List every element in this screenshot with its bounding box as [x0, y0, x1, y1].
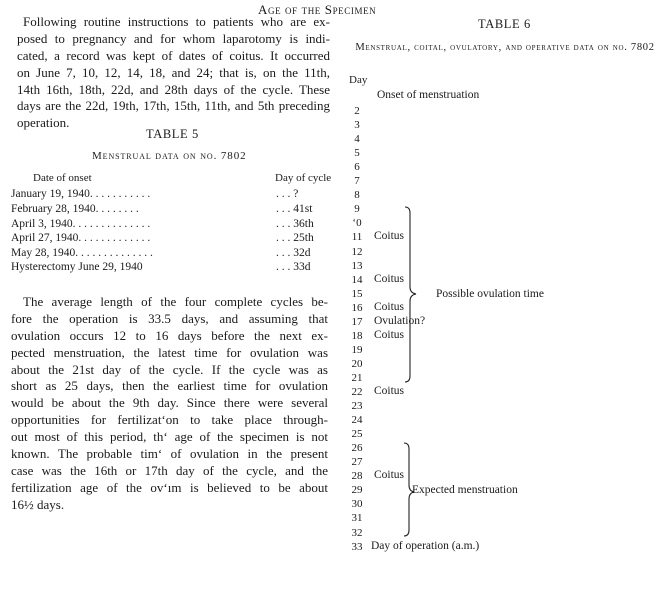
table6-event-label: Coitus — [374, 469, 405, 481]
bracket-label-menstruation: Expected menstruation — [412, 484, 518, 496]
table6-event-label: Coitus — [374, 230, 405, 242]
table-row — [11, 188, 331, 202]
table6-day-number: 28 — [351, 470, 363, 482]
table5-day: . . . 25th — [276, 232, 314, 244]
body-paragraph — [11, 294, 328, 514]
text-line: on June 7, 10, 12, 14, 18, and 24; that is, on the 11th, — [17, 64, 330, 80]
table5-date: February 28, 1940. . . . . . . . — [11, 203, 139, 215]
table6-day-number: 31 — [351, 512, 363, 524]
table6-day-number: 9 — [354, 203, 360, 215]
text-line: ovulation occurs 12 to 16 days before the next ex- — [11, 327, 328, 343]
text-line: pected menstruation, the latest time for ovulation was — [11, 344, 328, 360]
table6-day-number: 7 — [354, 175, 360, 187]
table6-day-number: ‘0 — [352, 217, 362, 229]
text-line: about the 21st day of the cycle. If the cycle was as — [11, 361, 328, 377]
text-line: operation. — [17, 115, 70, 131]
table5-day: . . . ? — [276, 188, 299, 200]
table5-col-date-header: Date of onset — [33, 172, 92, 184]
table6-day-number: 4 — [354, 133, 360, 145]
text-line: posed to pregnancy and for whom laparotomy is indi- — [17, 30, 330, 46]
table6-day-number: 11 — [351, 231, 363, 243]
table6-day-number: 30 — [351, 498, 363, 510]
table5-date: Hysterectomy June 29, 1940 — [11, 261, 143, 273]
table6-day-number: 12 — [351, 246, 363, 258]
table6-day-number: 15 — [351, 288, 363, 300]
text-line: out most of this period, th‘ age of the specimen is not — [11, 429, 328, 445]
table-row — [11, 203, 331, 217]
table6-day-number: 18 — [351, 330, 363, 342]
table6-caption: Menstrual, coital, ovulatory, and operative data on no. 7802 — [355, 42, 655, 53]
running-header: Age of the Specimen — [258, 2, 377, 17]
table6-day-number: 3 — [354, 119, 360, 131]
table6-day-number: 29 — [351, 484, 363, 496]
table6-title: TABLE 6 — [478, 17, 531, 31]
table5-col-day-header: Day of cycle — [275, 172, 331, 184]
text-line: short as 25 days, then the earliest time for ovulation — [11, 378, 328, 394]
table6-day-number: 24 — [351, 414, 363, 426]
table6-day-number: 23 — [351, 400, 363, 412]
text-line: cated, a record was kept of dates of coitus. It occurred — [17, 47, 330, 63]
table-row — [11, 247, 331, 261]
table6-day-number: 5 — [354, 147, 360, 159]
text-line: 14th 16th, 18th, 22d, and 28th days of the cycle. These — [17, 81, 330, 97]
intro-paragraph — [17, 14, 330, 132]
bracket-ovulation — [400, 205, 440, 385]
table6-day-number: 2 — [354, 105, 360, 117]
text-line: days are the 22d, 19th, 17th, 15th, 11th, and 5th preceding — [17, 98, 330, 114]
table6-event-label: Day of operation (a.m.) — [371, 540, 480, 552]
table5-day: . . . 41st — [276, 203, 313, 215]
table6-day-number: 33 — [351, 541, 363, 553]
table5-title: TABLE 5 — [146, 127, 199, 141]
text-line: would be about the 9th day. Since there were several — [11, 395, 328, 411]
table6-day-number: 20 — [351, 358, 363, 370]
table6-day-number: 17 — [351, 316, 363, 328]
text-line: case was the 16th or 17th day of the cycle, and the — [11, 462, 328, 478]
table6-day-number: 26 — [351, 442, 363, 454]
table6-event-label: Coitus — [374, 385, 405, 397]
text-line: fertilization age of the ov‘ım is believed to be about — [11, 479, 328, 495]
table6-day-number: 13 — [351, 260, 363, 272]
text-line: Following routine instructions to patients who are ex- — [23, 14, 330, 29]
table6-day-number: 22 — [351, 386, 363, 398]
table6-event-label: Ovulation? — [374, 315, 426, 327]
table6-event-label: Onset of menstruation — [377, 89, 480, 101]
text-line: The average length of the four complete cycles be- — [23, 294, 328, 309]
table6-event-label: Coitus — [374, 329, 405, 341]
table5-day: . . . 32d — [276, 247, 311, 259]
table5-date: April 27, 1940. . . . . . . . . . . . . — [11, 232, 151, 244]
text-line: 16½ days. — [11, 496, 65, 512]
table6-day-number: 27 — [351, 456, 363, 468]
table5-date: January 19, 1940. . . . . . . . . . . — [11, 188, 151, 200]
table5-day: . . . 33d — [276, 261, 311, 273]
table5-date: May 28, 1940. . . . . . . . . . . . . . — [11, 247, 153, 259]
table6-day-number: 19 — [351, 344, 363, 356]
table6-day-number: 25 — [351, 428, 363, 440]
table6-day-number: 32 — [351, 527, 363, 539]
table6-day-header: Day — [349, 74, 368, 86]
table-row — [11, 218, 331, 232]
table6-day-number: 6 — [354, 161, 360, 173]
table-row — [11, 261, 331, 275]
text-line: known. The probable tim‘ of ovulation in the present — [11, 446, 328, 462]
text-line: fore the operation is 33.5 days, and assuming that — [11, 310, 328, 326]
table6-event-label: Coitus — [374, 301, 405, 313]
table5-caption: Menstrual data on no. 7802 — [92, 150, 247, 162]
table5-day: . . . 36th — [276, 218, 314, 230]
bracket-label-ovulation: Possible ovulation time — [436, 288, 544, 300]
text-line: opportunities for fertilizat‘on to take place through- — [11, 412, 328, 428]
table6-day-number: 16 — [351, 302, 363, 314]
table-row — [11, 232, 331, 246]
table5-date: April 3, 1940. . . . . . . . . . . . . . — [11, 218, 151, 230]
table6-event-label: Coitus — [374, 273, 405, 285]
table6-day-number: 21 — [351, 372, 363, 384]
table6-day-number: 14 — [351, 274, 363, 286]
table6-day-number: 8 — [354, 189, 360, 201]
